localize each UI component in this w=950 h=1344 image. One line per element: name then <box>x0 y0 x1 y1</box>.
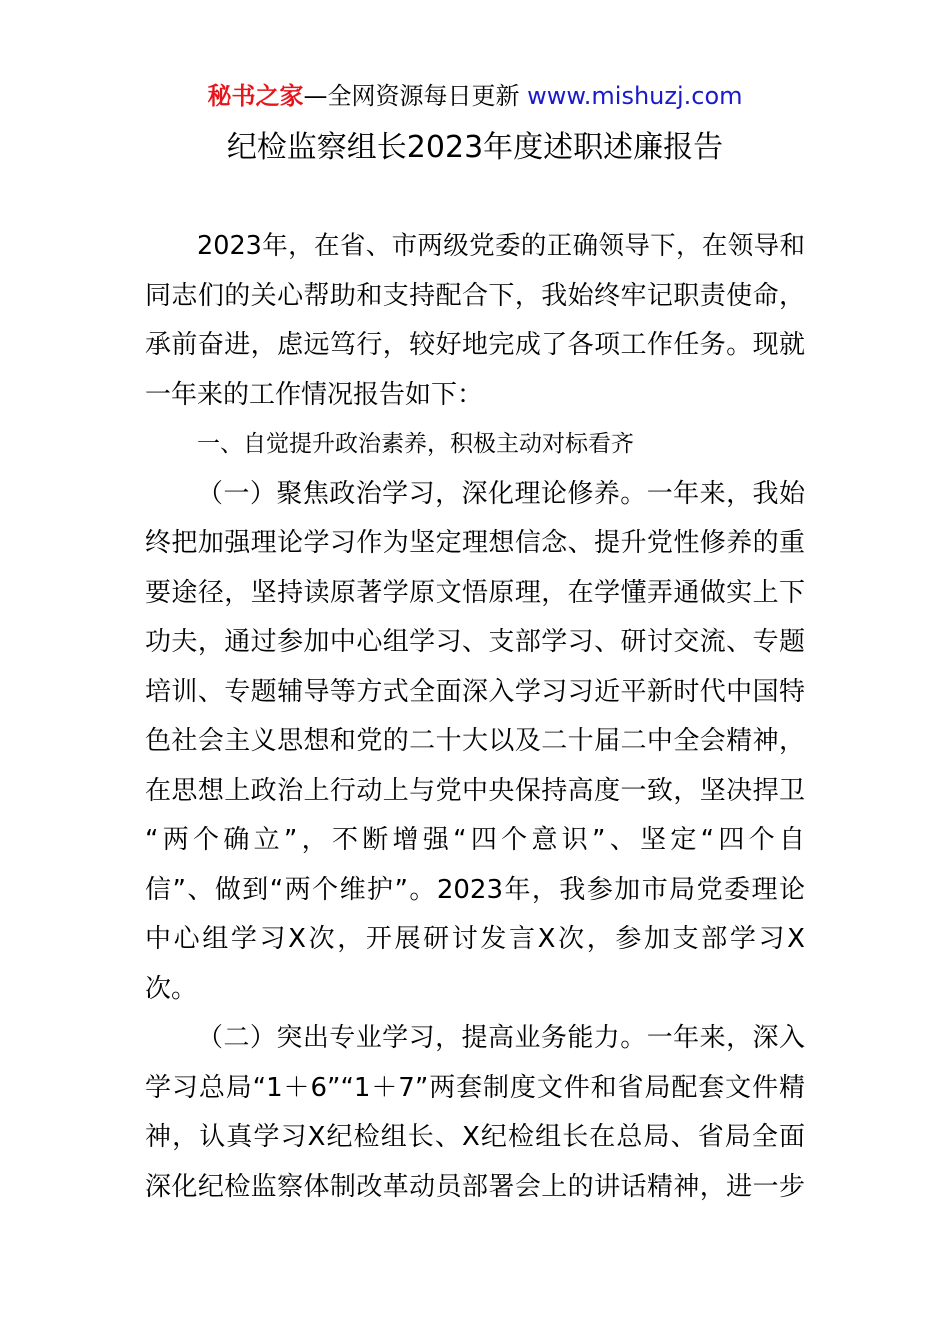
paragraph-line: 一年来的工作情况报告如下： <box>145 379 484 410</box>
paragraph-line: 要途径，坚持读原著学原文悟原理，在学懂弄通做实上下 <box>145 577 805 608</box>
section-heading: 一、自觉提升政治素养，积极主动对标看齐 <box>197 431 634 457</box>
paragraph-line: 神，认真学习X纪检组长、X纪检组长在总局、省局全面 <box>145 1122 805 1152</box>
paragraph-line: 信”、做到“两个维护”。2023年，我参加市局党委理论 <box>145 874 805 905</box>
paragraph-line: 中心组学习X次，开展研讨发言X次，参加支部学习X <box>145 924 805 954</box>
paragraph-line: （一）聚焦政治学习，深化理论修养。一年来，我始 <box>197 478 805 509</box>
paragraph-line: 培训、专题辅导等方式全面深入学习习近平新时代中国特 <box>145 676 805 707</box>
paragraph-line: 色社会主义思想和党的二十大以及二十届二中全会精神， <box>145 726 805 756</box>
document-title: 纪检监察组长2023年度述职述廉报告 <box>226 130 724 165</box>
paragraph-line: 学习总局“1＋6”“1＋7”两套制度文件和省局配套文件精 <box>145 1072 805 1103</box>
site-header <box>0 80 950 112</box>
paragraph-line: （二）突出专业学习，提高业务能力。一年来，深入 <box>197 1023 805 1053</box>
paragraph-line: 深化纪检监察体制改革动员部署会上的讲话精神，进一步 <box>145 1171 805 1202</box>
site-tagline: —全网资源每日更新 <box>303 82 520 110</box>
paragraph-line: 次。 <box>145 973 198 1004</box>
document-body <box>145 222 805 1212</box>
paragraph-line: 承前奋进，虑远笃行，较好地完成了各项工作任务。现就 <box>145 330 805 360</box>
paragraph-line: “两个确立”，不断增强“四个意识”、坚定“四个自 <box>145 825 805 855</box>
paragraph-line: 同志们的关心帮助和支持配合下，我始终牢记职责使命， <box>145 280 805 311</box>
paragraph-line: 终把加强理论学习作为坚定理想信念、提升党性修养的重 <box>145 528 805 558</box>
paragraph-line: 在思想上政治上行动上与党中央保持高度一致，坚决捍卫 <box>145 775 805 806</box>
site-url-link[interactable]: www.mishuzj.com <box>527 82 743 110</box>
paragraph-line: 功夫，通过参加中心组学习、支部学习、研讨交流、专题 <box>145 627 805 657</box>
paragraph-line: 2023年，在省、市两级党委的正确领导下，在领导和 <box>197 231 805 261</box>
site-brand: 秘书之家 <box>207 82 304 110</box>
